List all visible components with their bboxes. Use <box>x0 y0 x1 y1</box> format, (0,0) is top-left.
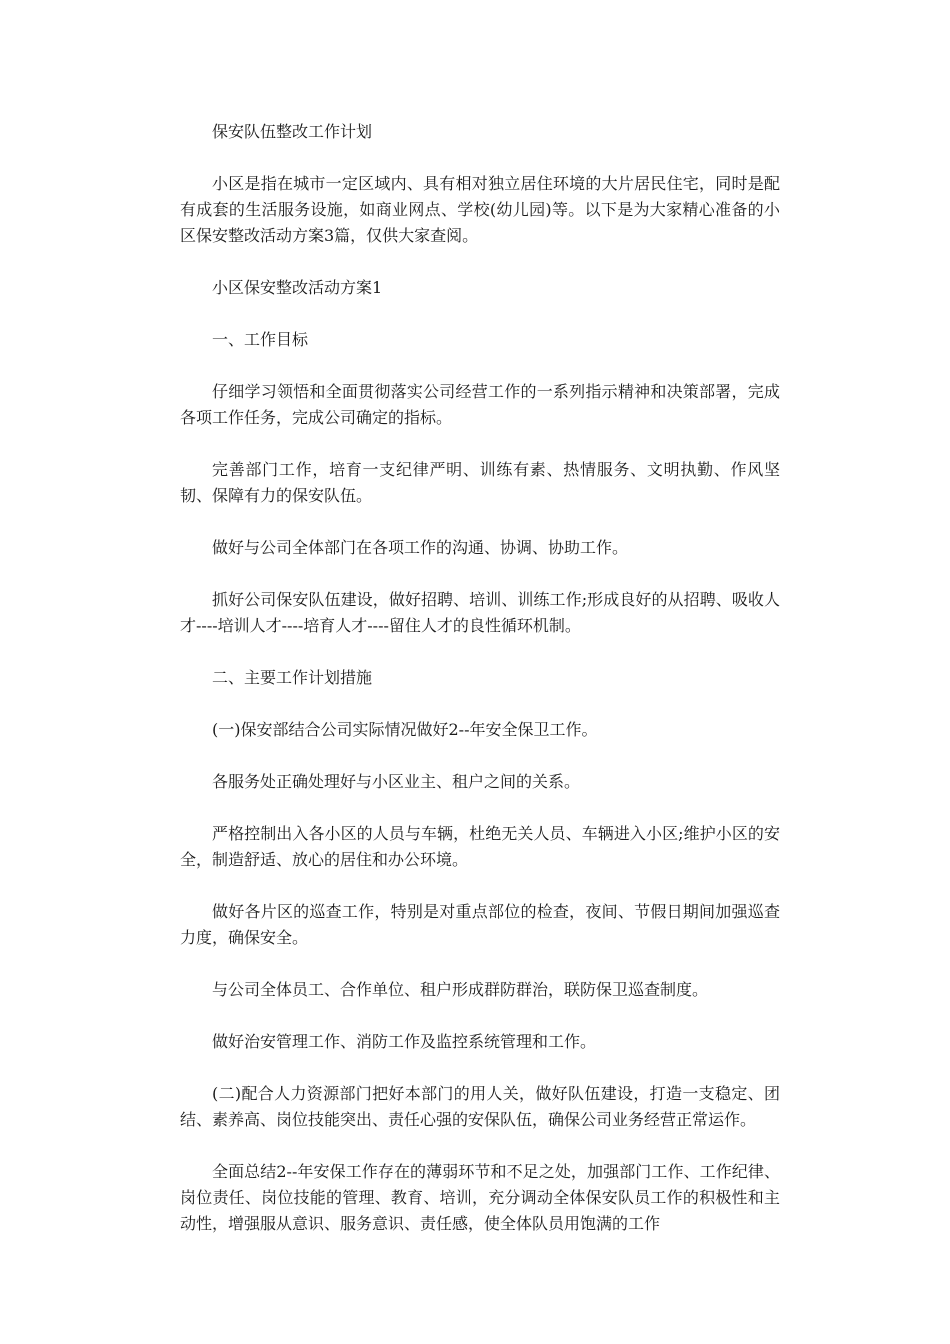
paragraph: 做好与公司全体部门在各项工作的沟通、协调、协助工作。 <box>212 538 629 557</box>
paragraph: 完善部门工作，培育一支纪律严明、训练有素、热情服务、文明执勤、作风坚韧、保障有力的保安队伍。 <box>180 460 780 505</box>
subsection-heading-2: (二)配合人力资源部门把好本部门的用人关，做好队伍建设，打造一支稳定、团结、素养高、岗位技能突出、责任心强的安保队伍，确保公司业务经营正常运作。 <box>180 1084 780 1129</box>
section-heading-goals: 一、工作目标 <box>212 330 309 349</box>
paragraph: 抓好公司保安队伍建设，做好招聘、培训、训练工作;形成良好的从招聘、吸收人才----培训人才----培育人才----留住人才的良性循环机制。 <box>180 590 780 635</box>
paragraph: 全面总结2--年安保工作存在的薄弱环节和不足之处，加强部门工作、工作纪律、岗位责任、岗位技能的管理、教育、培训，充分调动全体保安队员工作的积极性和主动性，增强服从意识、服务意识、责任感，使全体队员用饱满的工作 <box>180 1162 780 1233</box>
document-body <box>180 119 780 1263</box>
intro-paragraph: 小区是指在城市一定区域内、具有相对独立居住环境的大片居民住宅，同时是配有成套的生活服务设施，如商业网点、学校(幼儿园)等。以下是为大家精心准备的小区保安整改活动方案3篇，仅供大家查阅。 <box>180 174 780 245</box>
paragraph: 做好治安管理工作、消防工作及监控系统管理和工作。 <box>212 1032 597 1051</box>
subsection-heading-1: (一)保安部结合公司实际情况做好2--年安全保卫工作。 <box>212 720 598 739</box>
paragraph: 严格控制出入各小区的人员与车辆，杜绝无关人员、车辆进入小区;维护小区的安全，制造舒适、放心的居住和办公环境。 <box>180 824 780 869</box>
document-title: 保安队伍整改工作计划 <box>212 122 373 141</box>
paragraph: 与公司全体员工、合作单位、租户形成群防群治，联防保卫巡查制度。 <box>212 980 709 999</box>
paragraph: 各服务处正确处理好与小区业主、租户之间的关系。 <box>212 772 581 791</box>
paragraph: 做好各片区的巡查工作，特别是对重点部位的检查，夜间、节假日期间加强巡查力度，确保安全。 <box>180 902 780 947</box>
section-heading-measures: 二、主要工作计划措施 <box>212 668 373 687</box>
paragraph: 仔细学习领悟和全面贯彻落实公司经营工作的一系列指示精神和决策部署，完成各项工作任务，完成公司确定的指标。 <box>180 382 780 427</box>
plan-heading: 小区保安整改活动方案1 <box>212 278 383 297</box>
